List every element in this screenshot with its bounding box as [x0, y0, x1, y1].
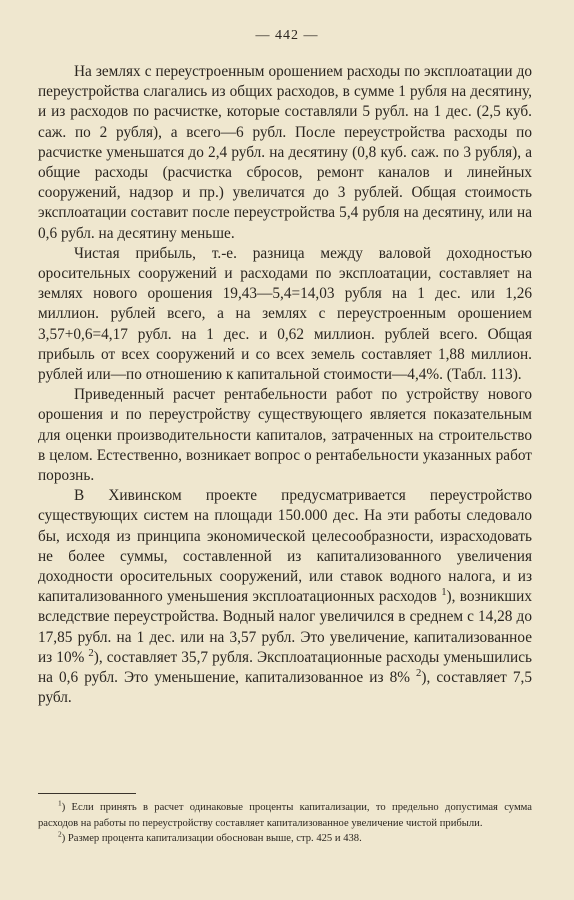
paragraph-1: На землях с переустроенным орошением расходы по эксплоатации до переустройства слагались из общих расходов, в сумме 1 рубля на десятину, и из расходов по расчистке, которые составляли 5 рубл. на 1 дес. (2,5 куб. саж. по 2 рубля), а всего—6 рубл. После переустройства расходы по расчистке уменьшатся до 2,4 рубл. на десятину (0,8 куб. саж. по 3 рубля), а общие расходы (расчистка сбросов, ремонт каналов и линейных сооружений, надзор и пр.) увеличатся до 3 рублей. Общая стоимость эксплоатации составит после переустройства 5,4 рубля на десятину, или на 0,6 рубл. на десятину меньше. — [38, 63, 532, 242]
paragraph-2: Чистая прибыль, т.-е. разница между валовой доходностью оросительных сооружений и расходами по эксплоатации, составляет на землях нового орошения 19,43—5,4=14,03 рубля на 1 дес. или 1,26 миллион. рублей всего, а на землях с переустроенным орошением 3,57+0,6=4,17 рубл. на 1 дес. и 0,62 миллион. рублей всего. Общая прибыль от всех сооружений и со всех земель составляет 1,88 миллион. рублей или—по отношению к капитальной стоимости—4,4%. (Табл. 113). — [38, 244, 532, 384]
footnote-2 — [38, 831, 532, 847]
footnotes — [38, 800, 532, 847]
paragraph-4-text-4: ), составляет 7,5 рубл. — [38, 669, 533, 707]
main-text — [38, 62, 532, 709]
footnote-ref-1: 1 — [441, 586, 447, 599]
footnote-ref-2: 2 — [88, 646, 94, 659]
footnote-ref-3: 2 — [416, 667, 422, 679]
footnote-1-mark: 1 — [58, 798, 62, 808]
paragraph-4-text-2: ), возникших вследствие переустройства. Водный налог увеличился в среднем с 14,28 до 17,85 рубл. на 1 дес. или на 3,57 рубл. Это увеличение, капитализованное из 10% — [38, 588, 532, 666]
page-number: — 442 — — [255, 28, 319, 43]
paragraph-4 — [38, 486, 532, 708]
footnote-1-text: ) Если принять в расчет одинаковые проценты капитализации, то предельно допустимая сумма расходов на работы по переустройству составляет капитализованное увеличение чистой прибыли. — [38, 802, 532, 829]
footnote-2-mark: 2 — [58, 829, 62, 839]
footnote-1 — [38, 800, 532, 831]
footnote-2-text: ) Размер процента капитализации обоснован выше, стр. 425 и 438. — [61, 833, 362, 844]
paragraph-3: Приведенный расчет рентабельности работ по устройству нового орошения и по переустройству существующего является показательным для оценки производительности капиталов, затраченных на строительство в целом. Естественно, возникает вопрос о рентабельности указанных работ порознь. — [38, 386, 532, 485]
paragraph-4-text-1: В Хивинском проекте предусматривается переустройство существующих систем на площади 150.000 дес. На эти работы следовало бы, исходя из принципа экономической целесообразности, израсходовать не более суммы, составленной из капитализованного увеличения доходности оросительных сооружений, или ставок водного налога, и из капитализованного уменьшения эксплоатационных расходов — [38, 487, 532, 606]
paragraph-4-text-3: ), составляет 35,7 рубля. Эксплоатационные расходы уменьшились на 0,6 рубл. Это уменьшение, капитализованное из 8% — [38, 648, 533, 687]
footnote-divider — [38, 793, 136, 794]
